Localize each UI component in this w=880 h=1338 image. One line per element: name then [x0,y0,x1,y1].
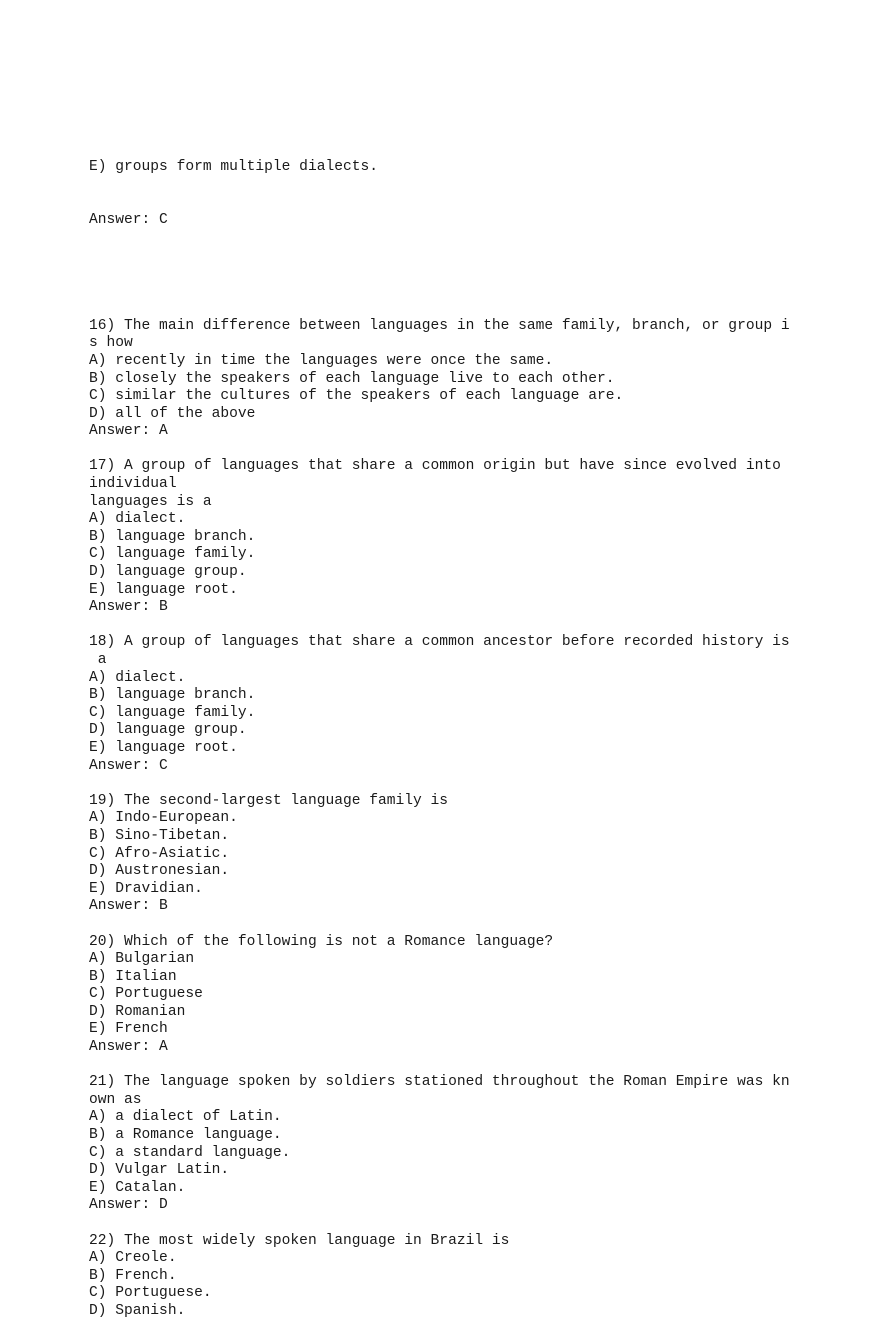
answer-option: C) language family. [89,704,256,721]
blank-line [89,300,869,318]
answer-option: E) Dravidian. [89,880,203,897]
answer-option: C) a standard language. [89,1144,291,1161]
answer-line: Answer: C [89,212,168,229]
answer-option: D) Spanish. [89,1302,186,1319]
answer-option: B) Italian [89,968,177,985]
answer-option: B) a Romance language. [89,1127,282,1144]
question-stem: s how [89,335,133,352]
answer-option: D) language group. [89,722,247,739]
blank-line [89,1057,869,1075]
answer-option: D) Romanian [89,1003,186,1020]
answer-option: C) language family. [89,546,256,563]
answer-option: D) all of the above [89,405,256,422]
answer-option: B) Sino-Tibetan. [89,827,230,844]
answer-key: Answer: A [89,1039,168,1056]
blank-line [89,916,869,934]
option-e: E) groups form multiple dialects. [89,159,379,176]
answer-option: A) Creole. [89,1250,177,1267]
question-stem: 22) The most widely spoken language in Brazil is [89,1232,510,1249]
question-stem: a [89,652,107,668]
answer-option: A) dialect. [89,511,186,528]
question-stem: individual [89,476,177,493]
question-stem: 20) Which of the following is not a Romance language? [89,933,554,950]
answer-option: E) Catalan. [89,1179,186,1196]
question-stem: 19) The second-largest language family is [89,792,449,809]
blank-line [89,617,869,635]
answer-key: Answer: B [89,599,168,616]
answer-option: C) Portuguese. [89,1285,212,1302]
question-stem: own as [89,1091,142,1108]
answer-option: E) French [89,1021,168,1038]
answer-key: Answer: A [89,423,168,440]
question-block [89,934,869,1057]
question-stem: 17) A group of languages that share a common origin but have since evolved into [89,458,781,475]
answer-option: C) Portuguese [89,986,203,1003]
blank-line [89,775,869,793]
answer-option: D) Austronesian. [89,863,230,880]
question-stem: 16) The main difference between languages in the same family, branch, or group i [89,317,790,334]
answer-option: C) similar the cultures of the speakers of each language are. [89,388,624,405]
question-block [89,318,869,441]
question-fragment [89,124,869,265]
question-block [89,458,869,616]
answer-option: B) French. [89,1267,177,1284]
answer-key: Answer: C [89,757,168,774]
answer-option: C) Afro-Asiatic. [89,845,230,862]
document-page [89,89,869,1338]
answer-option: B) closely the speakers of each language live to each other. [89,370,615,387]
answer-option: A) dialect. [89,669,186,686]
answer-option: D) Vulgar Latin. [89,1162,230,1179]
question-block [89,634,869,775]
answer-key: Answer: D [89,1197,168,1214]
answer-option: B) language branch. [89,528,256,545]
question-stem: 18) A group of languages that share a common ancestor before recorded history is [89,634,790,651]
question-block [89,1233,869,1321]
question-stem: languages is a [89,493,212,510]
answer-key: Answer: B [89,898,168,915]
answer-option: E) language root. [89,739,238,756]
blank-line [89,1215,869,1233]
answer-option: A) Indo-European. [89,810,238,827]
answer-option: E) language root. [89,581,238,598]
answer-option: B) language branch. [89,687,256,704]
answer-option: A) Bulgarian [89,951,195,968]
question-list [89,300,869,1320]
question-stem: 21) The language spoken by soldiers stationed throughout the Roman Empire was kn [89,1074,790,1091]
question-block [89,1074,869,1215]
answer-option: D) language group. [89,564,247,581]
answer-option: A) recently in time the languages were once the same. [89,352,554,369]
question-block [89,793,869,916]
answer-option: A) a dialect of Latin. [89,1109,282,1126]
blank-line [89,441,869,459]
